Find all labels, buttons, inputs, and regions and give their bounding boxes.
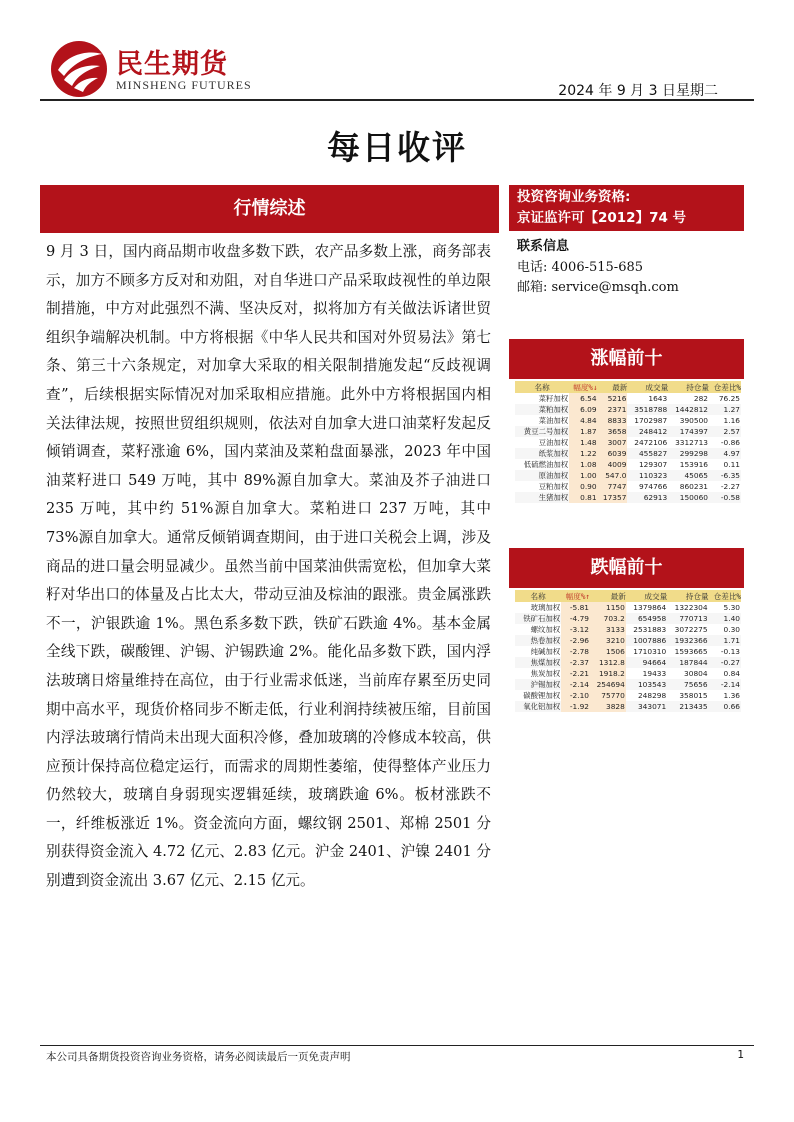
losers-body: [515, 602, 741, 712]
table-cell: 213435: [667, 701, 708, 712]
table-row: [515, 437, 741, 448]
table-row: [515, 613, 741, 624]
table-cell: 0.84: [709, 668, 741, 679]
table-cell: 455827: [627, 448, 668, 459]
table-cell: 6039: [598, 448, 628, 459]
losers-heading: 跌幅前十: [509, 548, 744, 588]
contact-phone: 电话: 4006-515-685: [517, 260, 644, 275]
table-cell: 1312.8: [590, 657, 626, 668]
table-row: [515, 426, 741, 437]
contract-name: 生猪加权: [515, 492, 569, 503]
table-cell: 3828: [590, 701, 626, 712]
table-row: [515, 459, 741, 470]
gainers-header-cell: 名称: [515, 381, 569, 393]
table-cell: 4.84: [569, 415, 597, 426]
table-cell: 19433: [626, 668, 667, 679]
footer-divider: [40, 1045, 754, 1046]
table-cell: 3518788: [627, 404, 668, 415]
table-cell: 1.08: [569, 459, 597, 470]
contract-name: 焦煤加权: [515, 657, 561, 668]
table-cell: 3312713: [668, 437, 709, 448]
gainers-header-cell: 最新: [598, 381, 628, 393]
table-row: [515, 602, 741, 613]
table-cell: 3210: [590, 635, 626, 646]
table-cell: 150060: [668, 492, 709, 503]
table-cell: 8833: [598, 415, 628, 426]
table-cell: 45065: [668, 470, 709, 481]
table-cell: 3072275: [667, 624, 708, 635]
table-cell: 1322304: [667, 602, 708, 613]
contract-name: 菜籽加权: [515, 393, 569, 404]
table-cell: 94664: [626, 657, 667, 668]
table-cell: 2531883: [626, 624, 667, 635]
table-cell: 248298: [626, 690, 667, 701]
table-cell: 3007: [598, 437, 628, 448]
losers-header-cell: 名称: [515, 590, 561, 602]
qualification-line-1: 投资咨询业务资格:: [517, 189, 631, 205]
table-cell: -2.14: [709, 679, 741, 690]
table-row: [515, 492, 741, 503]
table-cell: 1007886: [626, 635, 667, 646]
table-cell: 1150: [590, 602, 626, 613]
contract-name: 豆油加权: [515, 437, 569, 448]
table-cell: 1.71: [709, 635, 741, 646]
table-cell: 75770: [590, 690, 626, 701]
table-cell: 0.81: [569, 492, 597, 503]
gainers-header-row: [515, 381, 741, 393]
contract-name: 低硫燃油加权: [515, 459, 569, 470]
contract-name: 焦炭加权: [515, 668, 561, 679]
table-cell: 0.30: [709, 624, 741, 635]
header-divider: [40, 99, 754, 101]
contact-title: 联系信息: [517, 239, 570, 254]
table-cell: 4009: [598, 459, 628, 470]
table-cell: -2.96: [561, 635, 590, 646]
table-row: [515, 393, 741, 404]
table-cell: 0.66: [709, 701, 741, 712]
losers-header-cell: 最新: [590, 590, 626, 602]
contract-name: 碳酸锂加权: [515, 690, 561, 701]
table-row: [515, 646, 741, 657]
table-cell: 7747: [598, 481, 628, 492]
table-cell: 1702987: [627, 415, 668, 426]
qualification-box: [509, 185, 744, 231]
table-cell: 1.87: [569, 426, 597, 437]
table-row: [515, 701, 741, 712]
table-row: [515, 635, 741, 646]
table-cell: 1.27: [709, 404, 741, 415]
page-title: 每日收评: [327, 128, 467, 167]
gainers-heading: 涨幅前十: [509, 339, 744, 379]
table-cell: -3.12: [561, 624, 590, 635]
table-cell: 2371: [598, 404, 628, 415]
logo-chinese-name: 民生期货: [116, 49, 228, 80]
table-cell: 1932366: [667, 635, 708, 646]
gainers-header-cell: 幅度%↓: [569, 381, 597, 393]
report-date: 2024 年 9 月 3 日星期二: [558, 83, 718, 99]
table-cell: 1643: [627, 393, 668, 404]
table-cell: 2472106: [627, 437, 668, 448]
table-cell: 703.2: [590, 613, 626, 624]
table-row: [515, 404, 741, 415]
table-row: [515, 690, 741, 701]
table-cell: 1.36: [709, 690, 741, 701]
table-cell: 248412: [627, 426, 668, 437]
table-cell: 1.00: [569, 470, 597, 481]
table-cell: 1710310: [626, 646, 667, 657]
logo-english-name: MINSHENG FUTURES: [116, 78, 252, 92]
contract-name: 原油加权: [515, 470, 569, 481]
table-cell: 1918.2: [590, 668, 626, 679]
gainers-table: [515, 381, 741, 503]
gainers-header-cell: 成交量: [627, 381, 668, 393]
table-cell: -0.58: [709, 492, 741, 503]
table-row: [515, 624, 741, 635]
table-cell: 547.0: [598, 470, 628, 481]
table-cell: -2.78: [561, 646, 590, 657]
table-cell: -0.86: [709, 437, 741, 448]
table-cell: 343071: [626, 701, 667, 712]
table-cell: 5.30: [709, 602, 741, 613]
losers-header-cell: 持仓量: [667, 590, 708, 602]
contact-email: 邮箱: service@msqh.com: [517, 280, 679, 295]
table-cell: 1.16: [709, 415, 741, 426]
table-cell: -2.37: [561, 657, 590, 668]
footer-disclaimer: 本公司具备期货投资咨询业务资格，请务必阅读最后一页免责声明: [46, 1051, 351, 1063]
table-cell: 30804: [667, 668, 708, 679]
market-summary-body: 9 月 3 日，国内商品期市收盘多数下跌，农产品多数上涨，商务部表示，加方不顾多方反对和劝阻，对自华进口产品采取歧视性的单边限制措施，中方对此强烈不满、坚决反对，拟将加方有关做法诉诸世贸组织争端解决机制。中方将根据《中华人民共和国对外贸易法》第七条、第三十六条规定，对加拿大采取的相关限制措施发起“反歧视调查”，后续根据实际情况对加采取相应措施。此外中方将根据国内相关法律法规，按照世贸组织规则，依法对自加拿大进口油菜籽发起反倾销调查，菜籽涨逾 6%，国内菜油及菜粕盘面暴涨，2023 年中国油菜籽进口 549 万吨，其中 89%源自加拿大。菜油及芥子油进口 235 万吨，其中约 51%源自加拿大。菜粕进口 237 万吨，其中 73%源自加拿大。通常反倾销调查期间，由于进口关税会上调，涉及商品的进口量会明显减少。虽然当前中国菜油供需宽松，但加拿大菜籽对华出口的体量及占比太大，带动豆油及棕油的跟涨。贵金属涨跌不一，沪银跌逾 1%。黑色系多数下跌，铁矿石跌逾 4%。基本金属全线下跌，碳酸锂、沪锡、沪锡跌逾 2%。能化品多数下跌，国内浮法玻璃日熔量维持在高位，由于行业需求低迷，当前库存累至历史同期中高水平，现货价格同步不断走低，行业利润持续被压缩，目前国内浮法玻璃行情尚未出现大面积冷修，叠加玻璃的冷修成本较高，供应预计保持高位稳定运行，而需求的周期性萎缩，使得整体产业压力仍然较大，玻璃自身弱现实逻辑延续，玻璃跌逾 6%。板材涨跌不一，纤维板涨近 1%。资金流向方面，螺纹钢 2501、郑棉 2501 分别获得资金流入 4.72 亿元、2.83 亿元。沪金 2401、沪镍 2401 分别遭到资金流出 3.67 亿元、2.15 亿元。: [46, 243, 491, 890]
gainers-header-cell: 仓差比%: [709, 381, 741, 393]
losers-header-cell: 仓差比%: [709, 590, 741, 602]
table-cell: 129307: [627, 459, 668, 470]
contract-name: 纯碱加权: [515, 646, 561, 657]
table-cell: 76.25: [709, 393, 741, 404]
market-summary-heading: 行情综述: [40, 185, 499, 233]
table-row: [515, 657, 741, 668]
table-row: [515, 481, 741, 492]
table-cell: 2.57: [709, 426, 741, 437]
table-cell: 1.48: [569, 437, 597, 448]
table-cell: 1593665: [667, 646, 708, 657]
table-cell: 174397: [668, 426, 709, 437]
table-cell: 1506: [590, 646, 626, 657]
minsheng-logo-icon: [50, 40, 108, 98]
table-cell: 110323: [627, 470, 668, 481]
table-cell: 654958: [626, 613, 667, 624]
table-cell: 3658: [598, 426, 628, 437]
table-cell: -2.10: [561, 690, 590, 701]
table-row: [515, 679, 741, 690]
table-cell: 0.11: [709, 459, 741, 470]
table-cell: 187844: [667, 657, 708, 668]
losers-header-row: [515, 590, 741, 602]
table-row: [515, 448, 741, 459]
table-cell: 390500: [668, 415, 709, 426]
table-cell: 860231: [668, 481, 709, 492]
table-cell: 1442812: [668, 404, 709, 415]
table-cell: -0.13: [709, 646, 741, 657]
table-cell: -2.27: [709, 481, 741, 492]
table-cell: 4.97: [709, 448, 741, 459]
contract-name: 豆粕加权: [515, 481, 569, 492]
table-cell: -1.92: [561, 701, 590, 712]
contract-name: 氧化铝加权: [515, 701, 561, 712]
page-number: 1: [737, 1049, 744, 1061]
contract-name: 螺纹加权: [515, 624, 561, 635]
table-cell: -5.81: [561, 602, 590, 613]
qualification-line-2: 京证监许可【2012】74 号: [517, 210, 687, 226]
contract-name: 菜粕加权: [515, 404, 569, 415]
table-cell: -4.79: [561, 613, 590, 624]
losers-header-cell: 成交量: [626, 590, 667, 602]
table-row: [515, 415, 741, 426]
contract-name: 玻璃加权: [515, 602, 561, 613]
table-cell: -0.27: [709, 657, 741, 668]
table-cell: 5216: [598, 393, 628, 404]
contract-name: 热卷加权: [515, 635, 561, 646]
table-cell: 299298: [668, 448, 709, 459]
table-cell: 358015: [667, 690, 708, 701]
table-cell: 75656: [667, 679, 708, 690]
contract-name: 沪锡加权: [515, 679, 561, 690]
table-cell: 6.54: [569, 393, 597, 404]
table-cell: -6.35: [709, 470, 741, 481]
table-cell: 103543: [626, 679, 667, 690]
table-cell: 62913: [627, 492, 668, 503]
table-cell: -2.14: [561, 679, 590, 690]
contract-name: 黄豆二号加权: [515, 426, 569, 437]
table-cell: 1.40: [709, 613, 741, 624]
contract-name: 纸浆加权: [515, 448, 569, 459]
losers-header-cell: 幅度%↑: [561, 590, 590, 602]
table-cell: 282: [668, 393, 709, 404]
gainers-header-cell: 持仓量: [668, 381, 709, 393]
table-cell: 153916: [668, 459, 709, 470]
contract-name: 菜油加权: [515, 415, 569, 426]
table-cell: -2.21: [561, 668, 590, 679]
losers-table: [515, 590, 741, 712]
table-cell: 770713: [667, 613, 708, 624]
table-cell: 1379864: [626, 602, 667, 613]
table-cell: 254694: [590, 679, 626, 690]
table-cell: 3133: [590, 624, 626, 635]
table-row: [515, 668, 741, 679]
table-cell: 6.09: [569, 404, 597, 415]
contract-name: 铁矿石加权: [515, 613, 561, 624]
table-cell: 974766: [627, 481, 668, 492]
table-cell: 1.22: [569, 448, 597, 459]
table-cell: 17357: [598, 492, 628, 503]
table-cell: 0.90: [569, 481, 597, 492]
table-row: [515, 470, 741, 481]
gainers-body: [515, 393, 741, 503]
